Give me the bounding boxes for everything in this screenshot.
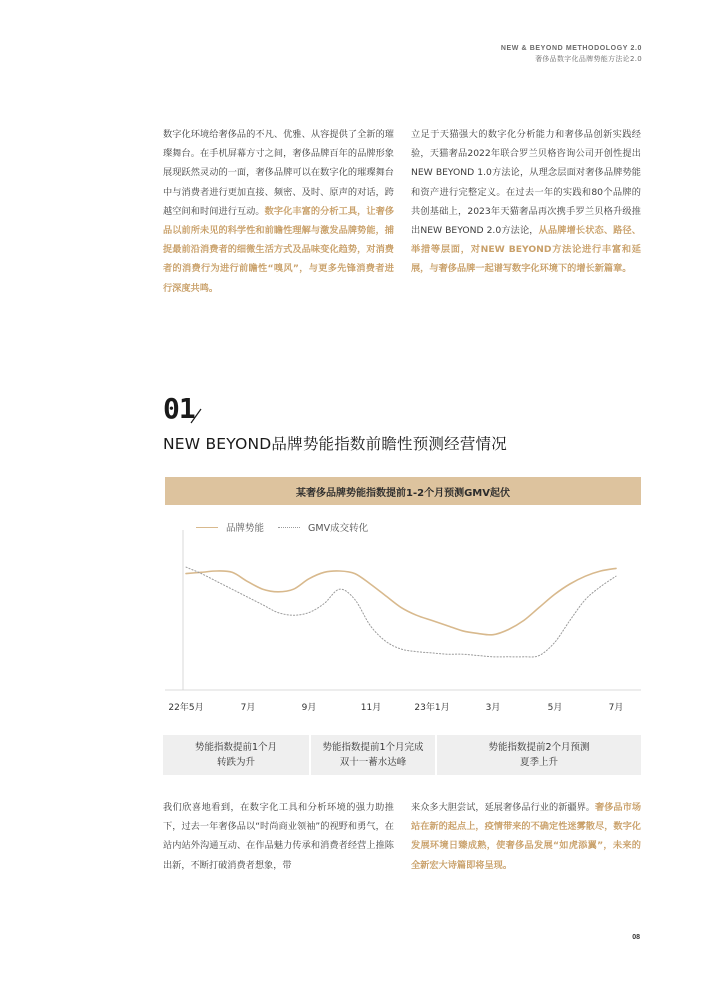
closing-right-text: 来众多大胆尝试，延展奢侈品行业的新疆界。 bbox=[411, 802, 596, 813]
section-title: NEW BEYOND品牌势能指数前瞻性预测经营情况 bbox=[163, 435, 507, 453]
series-line-gmv-conversion bbox=[186, 567, 616, 657]
insight-card-line2: 夏季上升 bbox=[519, 757, 558, 768]
closing-paragraph-left bbox=[163, 798, 394, 875]
intro-paragraph-left bbox=[163, 125, 394, 298]
intro-right-highlight: 从品牌增长状态、路径、举措等层面，对NEW BEYOND方法论进行丰富和延展，与奢侈品牌一起谱写数字化环境下的增长新篇章。 bbox=[411, 225, 641, 275]
chart-legend bbox=[196, 520, 368, 534]
insight-card-line1: 势能指数提前2个月预测 bbox=[488, 742, 590, 753]
closing-left-text: 我们欣喜地看到，在数字化工具和分析环境的强力助推下，过去一年奢侈品以“时尚商业领袖”的视野和勇气，在站内站外沟通互动、在作品魅力传承和消费者经营上推陈出新，不断打破消费者想象，带 bbox=[163, 802, 394, 871]
legend-series-1: 品牌势能 bbox=[226, 523, 265, 534]
line-chart bbox=[165, 505, 641, 715]
x-tick-label: 3月 bbox=[485, 703, 501, 713]
insight-card-line2: 转跌为升 bbox=[216, 757, 255, 768]
intro-left-highlight: 数字化丰富的分析工具，让奢侈品以前所未见的科学性和前瞻性理解与激发品牌势能，捕捉最前沿消费者的细微生活方式及品味变化趋势，对消费者的消费行为进行前瞻性“嗅风”，与更多先锋消费者进行深度共鸣。 bbox=[163, 205, 395, 294]
x-tick-label: 7月 bbox=[608, 703, 624, 713]
chart-title-banner bbox=[165, 477, 641, 505]
intro-right-text: 立足于天猫强大的数字化分析能力和奢侈品创新实践经验，天猫奢品2022年联合罗兰贝格咨询公司开创性提出NEW BEYOND 1.0方法论，从理念层面对奢侈品牌势能和资产进行完整定义。在过去一年的实践和80个品牌的共创基础上，2023年天猫奢品再次携手罗兰贝格升级推出NEW BEYOND 2.0方法论， bbox=[411, 129, 641, 237]
slash-decoration-icon bbox=[190, 408, 202, 424]
insight-card-line2: 双十一蓄水达峰 bbox=[339, 757, 407, 768]
x-tick-label: 5月 bbox=[547, 703, 563, 713]
header-en: NEW & BEYOND METHODOLOGY 2.0 bbox=[500, 45, 642, 52]
insight-cards bbox=[163, 735, 641, 775]
intro-left-text: 数字化环境给奢侈品的不凡、优雅、从容提供了全新的璀璨舞台。在手机屏幕方寸之间，奢侈品牌百年的品牌形象展现跃然灵动的一面，奢侈品牌可以在数字化的璀璨舞台中与消费者进行更加直接、频密、及时、原声的对话，跨越空间和时间进行互动。 bbox=[163, 129, 394, 217]
legend-dotted-swatch bbox=[278, 527, 300, 528]
x-tick-label: 7月 bbox=[240, 703, 256, 713]
insight-card-line1: 势能指数提前1个月 bbox=[194, 742, 278, 753]
x-tick-label: 22年5月 bbox=[168, 703, 204, 713]
closing-paragraph-right bbox=[411, 798, 641, 875]
legend-solid-swatch bbox=[196, 527, 218, 528]
page-header bbox=[501, 44, 642, 65]
closing-right-highlight: 奢侈品市场站在新的起点上，疫情带来的不确定性迷雾散尽，数字化发展环境日臻成熟，使奢侈品发展“如虎添翼”，未来的全新宏大诗篇即将呈现。 bbox=[411, 802, 642, 871]
section-number: 01 bbox=[163, 392, 195, 425]
x-tick-label: 11月 bbox=[360, 703, 382, 713]
x-tick-label: 9月 bbox=[301, 703, 317, 713]
legend-series-2: GMV成交转化 bbox=[308, 523, 369, 534]
chart-title: 某奢侈品牌势能指数提前1-2个月预测GMV起伏 bbox=[296, 487, 510, 499]
series-line-brand-momentum bbox=[186, 568, 616, 634]
page-number: 08 bbox=[632, 934, 640, 941]
x-axis-labels bbox=[0, 700, 710, 714]
header-cn: 奢侈品数字化品牌势能方法论2.0 bbox=[535, 55, 642, 63]
insight-card-line1: 势能指数提前1个月完成 bbox=[322, 742, 424, 753]
insight-card bbox=[437, 735, 641, 775]
intro-paragraph-right bbox=[411, 125, 641, 279]
insight-card bbox=[311, 735, 435, 775]
x-tick-label: 23年1月 bbox=[414, 703, 450, 713]
insight-card bbox=[163, 735, 309, 775]
